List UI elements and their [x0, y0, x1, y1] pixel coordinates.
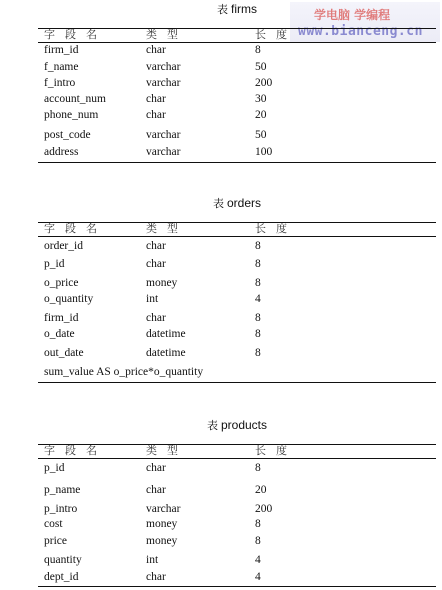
table-row: [38, 569, 436, 585]
cell-length: 8: [255, 535, 261, 547]
cell-type: varchar: [146, 77, 181, 89]
table-body: [38, 458, 436, 587]
cell-type: varchar: [146, 146, 181, 158]
cell-type: char: [146, 93, 166, 105]
cell-type: varchar: [146, 129, 181, 141]
table-row: [38, 460, 436, 476]
cell-type: money: [146, 535, 178, 547]
watermark-url: www.bianceng.cn: [298, 24, 423, 39]
table-title-prefix: 表: [206, 419, 218, 432]
watermark-slogan: 学电脑 学编程: [314, 8, 391, 22]
cell-field: quantity: [44, 554, 82, 566]
cell-length: 200: [255, 503, 273, 515]
note-text: sum_value AS o_price*o_quantity: [44, 366, 204, 378]
cell-length: 8: [255, 518, 261, 530]
cell-type: money: [146, 277, 178, 289]
cell-type: char: [146, 312, 166, 324]
cell-length: 20: [255, 109, 267, 121]
table-title: [38, 418, 436, 433]
table-row: [38, 482, 436, 498]
table-row: [38, 310, 436, 326]
cell-length: 100: [255, 146, 273, 158]
cell-field: cost: [44, 518, 63, 530]
cell-type: int: [146, 554, 159, 566]
table-row: [38, 275, 436, 291]
table-row: [38, 291, 436, 307]
table-row: [38, 107, 436, 123]
table-row: [38, 127, 436, 143]
header-type: 类型: [146, 445, 188, 457]
cell-field: firm_id: [44, 44, 79, 56]
table-row: [38, 256, 436, 272]
header-field: 字段名: [44, 445, 107, 457]
cell-type: char: [146, 258, 166, 270]
table-title-name: products: [220, 418, 268, 432]
cell-field: address: [44, 146, 79, 158]
table-title: [38, 196, 436, 211]
cell-type: money: [146, 518, 178, 530]
table-title-prefix: 表: [212, 197, 224, 210]
cell-field: out_date: [44, 347, 84, 359]
table-row: [38, 238, 436, 254]
table-row: [38, 552, 436, 568]
table-row: [38, 144, 436, 160]
table-row: [38, 345, 436, 361]
cell-length: 30: [255, 93, 267, 105]
table-row: [38, 533, 436, 549]
header-field: 字段名: [44, 29, 107, 41]
cell-type: char: [146, 109, 166, 121]
table-note: [38, 364, 436, 380]
cell-field: dept_id: [44, 571, 79, 583]
cell-length: 8: [255, 44, 261, 56]
cell-field: firm_id: [44, 312, 79, 324]
table-header: [38, 444, 436, 459]
header-length: 长度: [255, 29, 297, 41]
cell-length: 200: [255, 77, 273, 89]
table-row: [38, 326, 436, 342]
cell-length: 8: [255, 240, 261, 252]
cell-field: o_date: [44, 328, 75, 340]
cell-length: 8: [255, 462, 261, 474]
cell-length: 20: [255, 484, 267, 496]
table-title-name: orders: [226, 196, 261, 210]
table-title-prefix: 表: [217, 3, 228, 16]
table-row: [38, 59, 436, 75]
cell-type: int: [146, 293, 159, 305]
cell-field: f_name: [44, 61, 79, 73]
cell-type: char: [146, 571, 166, 583]
cell-field: o_quantity: [44, 293, 94, 305]
cell-type: char: [146, 240, 166, 252]
cell-length: 4: [255, 293, 261, 305]
table-row: [38, 91, 436, 107]
cell-type: datetime: [146, 328, 186, 340]
cell-field: p_intro: [44, 503, 78, 515]
cell-type: varchar: [146, 503, 181, 515]
table-body: [38, 236, 436, 383]
header-length: 长度: [255, 445, 297, 457]
table-body: [38, 42, 436, 163]
header-field: 字段名: [44, 223, 107, 235]
cell-length: 8: [255, 277, 261, 289]
cell-length: 8: [255, 312, 261, 324]
header-length: 长度: [255, 223, 297, 235]
cell-field: account_num: [44, 93, 106, 105]
cell-length: 50: [255, 129, 267, 141]
cell-field: post_code: [44, 129, 91, 141]
cell-field: p_id: [44, 258, 65, 270]
cell-field: f_intro: [44, 77, 76, 89]
cell-type: datetime: [146, 347, 186, 359]
cell-field: phone_num: [44, 109, 99, 121]
table-title: [38, 2, 436, 17]
cell-field: o_price: [44, 277, 79, 289]
cell-length: 8: [255, 328, 261, 340]
cell-type: char: [146, 44, 166, 56]
table-row: [38, 75, 436, 91]
header-type: 类型: [146, 29, 188, 41]
cell-field: p_id: [44, 462, 65, 474]
table-header: [38, 222, 436, 237]
cell-field: order_id: [44, 240, 83, 252]
table-title-name: firms: [231, 2, 257, 16]
cell-length: 8: [255, 347, 261, 359]
cell-field: p_name: [44, 484, 81, 496]
table-row: [38, 501, 436, 517]
table-header: [38, 28, 436, 43]
cell-length: 4: [255, 571, 261, 583]
cell-length: 50: [255, 61, 267, 73]
cell-type: varchar: [146, 61, 181, 73]
header-type: 类型: [146, 223, 188, 235]
cell-type: char: [146, 462, 166, 474]
cell-length: 4: [255, 554, 261, 566]
cell-field: price: [44, 535, 67, 547]
cell-type: char: [146, 484, 166, 496]
table-row: [38, 516, 436, 532]
table-row: [38, 42, 436, 58]
cell-length: 8: [255, 258, 261, 270]
